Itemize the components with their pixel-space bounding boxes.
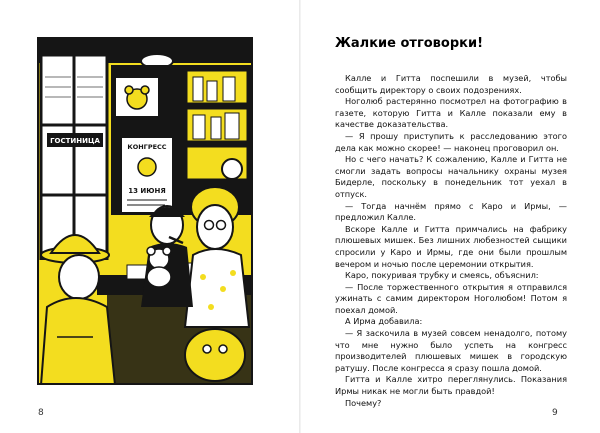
poster-date: 13 ИЮНЯ (128, 187, 166, 195)
paragraph-11: Гитта и Калле хитро переглянулись. Показания Ирмы никак не могли быть правдой! (335, 374, 567, 397)
page-number-right: 9 (552, 408, 558, 418)
paragraph-4: Но с чего начать? К сожалению, Калле и Гитта не смогли задать вопросы начальнику охраны музея Бидерле, поскольку в понедельник тот уехал в отпуск. (335, 154, 567, 199)
irma (185, 187, 249, 327)
poster-title: КОНГРЕСС (127, 143, 167, 151)
paragraph-7: Каро, покуривая трубку и смеясь, объяснил: (345, 270, 539, 281)
story-text-column (335, 36, 567, 409)
page-number-left: 8 (38, 408, 44, 418)
paragraph-2: Ноголюб растерянно посмотрел на фотографию в газете, которую Гитта и Калле показали ему в качестве доказательства. (335, 96, 567, 130)
paragraph-12: Почему? (345, 397, 382, 408)
hotel-sign-text: ГОСТИНИЦА (50, 137, 100, 145)
book-gutter (299, 0, 301, 433)
paragraph-3: — Я прошу приступить к расследованию этого дела как можно скорее! — наконец проговорил он. (335, 130, 567, 153)
paragraph-10: — Я заскочила в музей совсем ненадолго, потому что мне нужно было успеть на конгресс производителей плюшевых мишек в городскую ратушу. После конгресса я сразу пошла домой. (335, 328, 567, 373)
comic-illustration (37, 37, 253, 385)
wall-clock (222, 159, 242, 179)
paragraph-5: — Тогда начнём прямо с Каро и Ирмы, — предложил Калле. (335, 200, 567, 223)
paragraph-8: — После торжественного открытия я отправился ужинать с самим директором Ноголюбом! Потом я поехал домой. (335, 281, 567, 315)
paragraph-9: А Ирма добавила: (345, 316, 423, 327)
yellow-figure (185, 329, 245, 381)
paragraph-6: Вскоре Калле и Гитта примчались на фабрику плюшевых мишек. Без лишних любезностей сыщики спросили у Каро и Ирмы, где они были прошлым вечером и ночью после церемонии открытия. (335, 223, 567, 269)
detective-kalle (41, 235, 115, 385)
paragraph-1: Калле и Гитта поспешили в музей, чтобы сообщить директору о своих подозрениях. (335, 73, 567, 95)
chapter-title: Жалкие отговорки! (335, 36, 483, 51)
poster-bear (138, 158, 156, 176)
